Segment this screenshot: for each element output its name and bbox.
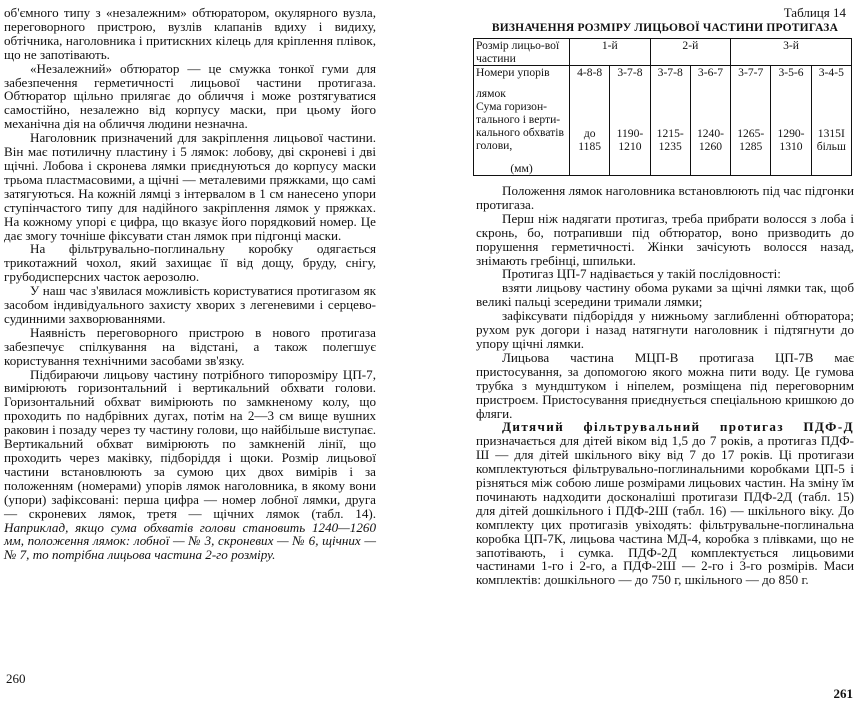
- paragraph: взяти лицьову частину обома руками за щічні лямки так, щоб великі пальці зсередини тримали лямки;: [476, 280, 854, 310]
- strap-value: 3-6-7: [697, 66, 724, 79]
- sum-value: 1240-1260: [696, 127, 724, 153]
- paragraph: Протигаз ЦП-7 надівається у такій послідовності:: [502, 266, 781, 282]
- paragraph: Наявність переговорного пристрою в нового протигаза забезпечує спілкування на відстані, а також полегшує користування технічними засобами зв'язку.: [4, 324, 376, 368]
- spaced-lead: Дитячий фільтрувальний протигаз ПДФ-Д: [502, 419, 854, 435]
- page-number-left: 260: [6, 671, 26, 686]
- size-3-header: 3-й: [731, 39, 852, 66]
- size-2-header: 2-й: [650, 39, 731, 66]
- paragraph: об'ємного типу з «незалежним» обтюратором, окулярного вузла, переговорного пристрою, вузлів клапанів вдиху і видиху, обтічника, наголовника і притискних кілець для кріплення плівок, що не запотівають.: [4, 5, 376, 62]
- table-title: ВИЗНАЧЕННЯ РОЗМІРУ ЛИЦЬОВОЇ ЧАСТИНИ ПРОТИГАЗА: [491, 22, 839, 34]
- table-cell: [570, 66, 610, 176]
- table-cell: [650, 66, 690, 176]
- paragraph: зафіксувати підборіддя у нижньому заглибленні обтюратора; рухом рук догори і назад натягнути наголовник і підтягнути до упору щічні лямки.: [476, 308, 854, 351]
- page-number-right: 261: [833, 686, 853, 701]
- paragraph-text: Підбираючи лицьову частину потрібного типорозміру ЦП-7, вимірюють горизонтальний і вертикальний обхвати голови. Горизонтальний обхват вимірюють по замкненому колу, що проходить по надбрівних дугах, потім на 2—3 см вище вушних раковин і позаду через ту частину голови, що найбільше виступає. Вертикальний обхват вимірюють по замкненій лінії, що проходить через маківку, підборіддя і щоки. Розмір лицьової частини встановлюють за сумою цих двох вимірів і за положенням (номерами) упорів лямок наголовника, в якому вони (упори) зафіксовані: перша цифра — номер лобної лямки, друга — скроневих лямок, третя — щічних лямок (табл. 14).: [4, 366, 376, 521]
- paragraph-with-lead: [476, 420, 854, 587]
- paragraph: Лицьова частина МЦП-В протигаза ЦП-7В має пристосування, за допомогою якого можна пити воду. Це гумова трубка з мундштуком і ніпелем, розміщена під переговорним пристроєм. Пристосування приєднується спеціальною кришкою до фляги.: [476, 349, 854, 421]
- row-label-cell: [474, 66, 570, 176]
- paragraph-text: призначається для дітей віком від 1,5 до 7 років, а протигаз ПДФ-Ш — для дітей шкільного віку від 7 до 17 років. Ці протигази комплектуються фільтрувально-поглинальними коробками ЦП-5 і різняться між собою лише розмірами лицьових частин. На зміну їм починають надходити досконаліші протигази ПДФ-2Д (табл. 15) для дітей дошкільного і ПДФ-2Ш (табл. 16) — шкільного віку. До комплекту цих протигазів увіходять: фільтрувальне-поглинальна коробка ЦП-7К, лицьова частина МД-4, коробка з плівками, що не запотівають, і сумка. ПДФ-2Д комплектується лицьовими частинами 1-го і 2-го, а ПДФ-2Ш — 2-го і 3-го розмірів. Маси комплектів: дошкільного — до 750 г, шкільного — до 850 г.: [476, 433, 854, 588]
- table-caption: Таблиця 14: [783, 5, 846, 20]
- sum-label: Сума горизон-тального і верти-кального обхватів голови,: [476, 100, 564, 152]
- sum-value: 1265-1285: [737, 127, 765, 153]
- strap-value: 4-8-8: [577, 66, 603, 79]
- unit-label: (мм): [510, 162, 533, 175]
- strap-value: 3-7-7: [738, 66, 764, 79]
- mask-size-table: [473, 38, 852, 176]
- sum-value: до 1185: [578, 127, 602, 153]
- strap-value: 3-4-5: [818, 66, 844, 79]
- table-header-row: [474, 39, 852, 66]
- sum-value: 1290-1310: [777, 127, 805, 153]
- size-1-header: 1-й: [570, 39, 651, 66]
- sum-value: 1315І більш: [816, 127, 846, 153]
- example-text: Наприклад, якщо сума обхватів голови становить 1240—1260 мм, положення лямок: лобної — № 3, скроневих — № 6, щічних — № 7, то потрібна лицьова частина 2-го розміру.: [4, 519, 376, 563]
- table-cell: [690, 66, 730, 176]
- table-cell: [771, 66, 811, 176]
- sum-value: 1190-1210: [616, 127, 644, 153]
- paragraph-with-example: [4, 368, 376, 563]
- paragraph: «Незалежний» обтюратор — це смужка тонкої гуми для забезпечення герметичності лицьової частини протигаза. Обтюратор щільно прилягає до обличчя і може розтягуватися самостійно, незалежно від корпусу маски, при цьому його механічна дія на обличчя людини незначна.: [4, 60, 376, 132]
- paragraph: На фільтрувально-поглинальну коробку одягається трикотажний чохол, який захищає її від дощу, бруду, снігу, грубодисперсних часток аерозолю.: [4, 241, 376, 285]
- strap-value: 3-7-8: [657, 66, 683, 79]
- paragraph: Перш ніж надягати протигаз, треба прибрати волосся з лоба і скронь, бо, потрапивши під обтюратор, воно призводить до порушення герметичності. Жінки зачісують волосся назад, знімають гребінці, шпильки.: [476, 210, 854, 268]
- sum-value: 1215-1235: [656, 127, 684, 153]
- table-cell: [610, 66, 650, 176]
- strap-label-2: лямок: [476, 87, 506, 100]
- paragraph: Наголовник призначений для закріплення лицьової частини. Він має потиличну пластину і 5 лямок: лобову, дві скроневі і дві щічні. Лобова і скронева лямки приєднуються до корпусу маски трьома пластмасовими, а щічні — металевими пряжками, що самі затягуються. На кожній лямці з інтервалом в 1 см нанесено упори ступінчастого типу для надійного закріплення лямок у пряжках. На кожному упорі є цифра, що вказує його порядковий номер. Це дає змогу точніше фіксувати стан лямок при підгонці маски.: [4, 130, 376, 243]
- right-body: [476, 184, 854, 587]
- strap-label: Номери упорів: [476, 66, 550, 79]
- right-page-text: [476, 6, 854, 587]
- left-page-text: [4, 6, 376, 562]
- table-data-row: [474, 66, 852, 176]
- table-cell: [811, 66, 851, 176]
- strap-value: 3-7-8: [617, 66, 643, 79]
- strap-value: 3-5-6: [778, 66, 804, 79]
- size-header-cell: Розмір лицьо-вої частини: [474, 39, 570, 66]
- paragraph: Положення лямок наголовника встановлюють під час підгонки протигаза.: [476, 183, 854, 212]
- paragraph: У наш час з'явилася можливість користуватися протигазом як засобом індивідуального захисту хворих з легеневими і серцево-судинними захворюваннями.: [4, 283, 376, 326]
- table-cell: [731, 66, 771, 176]
